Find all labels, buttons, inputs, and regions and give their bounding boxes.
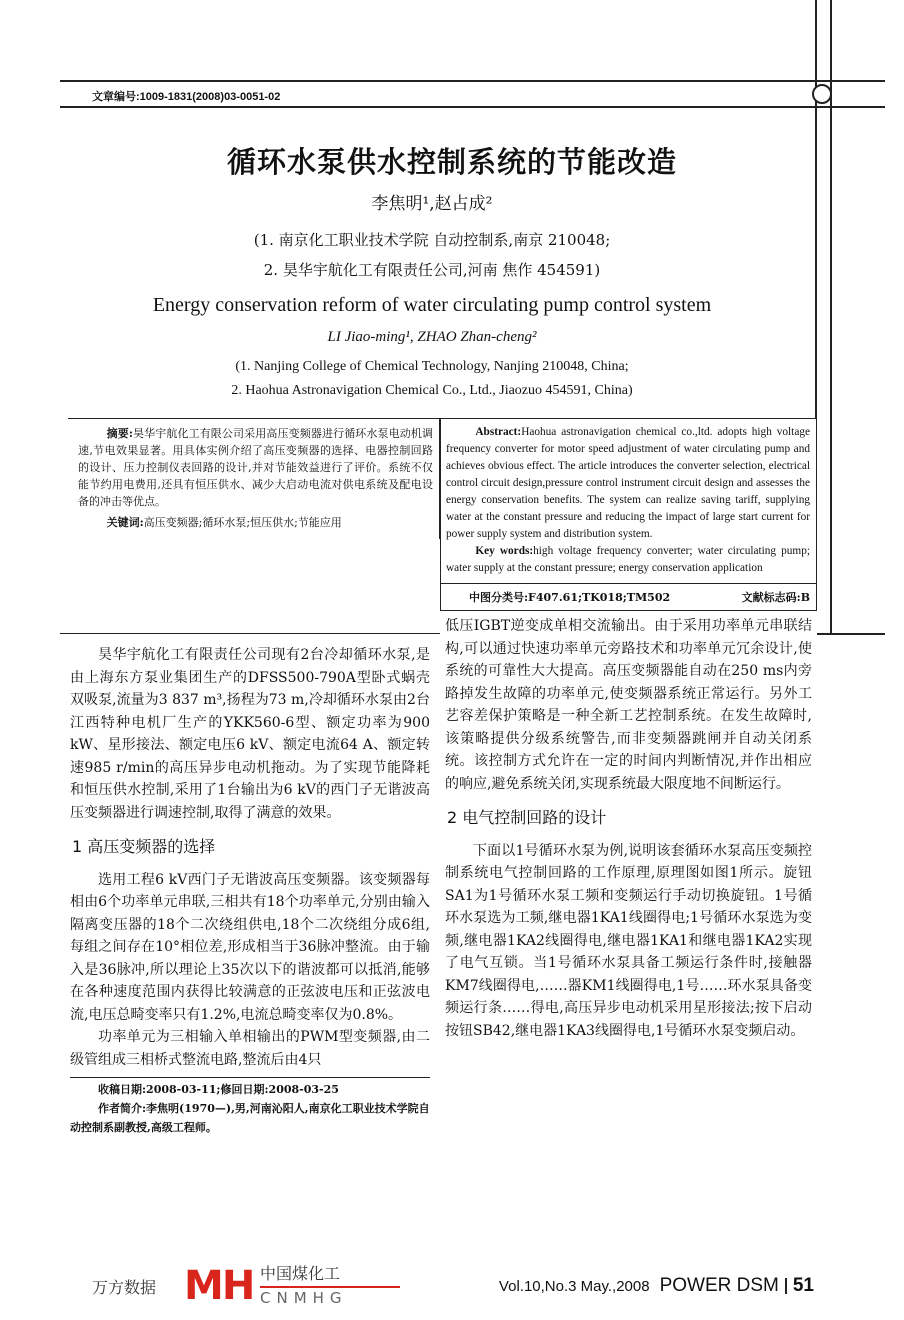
paragraph: 昊华宇航化工有限责任公司现有2台冷却循环水泵,是由上海东方泵业集团生产的DFSS500-790A型卧式蜗壳双吸泵,流量为3 837 m³,扬程为73 m,冷却循环水泵由2台江西特种电机厂生产的YKK560-6型、额定功率为900 kW、星形接法、额定电压6 kV、额定电流64 A、额定转速985 r/min的高压异步电动机拖动。为了实现节能降耗和恒压供水控制,采用了1台输出为6 kV的西门子无谐波高压变频器进行调速控制,取得了满意的效果。 — [70, 647, 430, 821]
left-body — [70, 644, 430, 1137]
affiliation-cn-2: 2. 昊华宇航化工有限责任公司,河南 焦作 454591) — [263, 261, 601, 279]
source-label: 万方数据 — [92, 1277, 157, 1297]
english-affiliation-2: 2. Haohua Astronavigation Chemical Co., Ltd., Jiaozuo 454591, China) — [231, 383, 633, 398]
footnote — [70, 1077, 430, 1137]
document-code: 文献标志码:B — [741, 591, 810, 604]
abstract-en-text: Haohua astronavigation chemical co.,ltd. adopts high voltage frequency converter for motor speed adjustment of water circulating pump and achieves obvious effect. The article introduces the converter selection, electrical control circuit design,pressure control instrument circuit design and assesses the energy conservation benefits. The system can realize saving tariff, supplying water at the constant pressure and reducing the impact of large start current for power supply system and distribution system. — [446, 426, 810, 540]
keywords-cn-label: 关键词: — [106, 516, 144, 529]
footer — [92, 1262, 814, 1310]
paragraph: 下面以1号循环水泵为例,说明该套循环水泵高压变频控制系统电气控制回路的工作原理,原理图如图1所示。旋钮SA1为1号循环水泵工频和变频运行手动切换旋钮。1号循环水泵选为工频,继电器1KA1线圈得电;1号循环水泵选为变频,继电器1KA2线圈得电,继电器1KA1和继电器1KA2实现了电气互锁。当1号循环水泵具备工频运行条件时,接触器KM7线圈得电,……器KM1线圈得电,1号……环水泵具备变频运行条……得电,高压异步电动机采用星形接法;按下启动按钮SB42,继电器1KA3线圈得电,1号循环水泵变频启动。 — [445, 842, 812, 1039]
journal-issue: Vol.10,No.3 May.,2008 — [498, 1277, 650, 1295]
abstract-cn-region — [60, 418, 440, 634]
english-authors: LI Jiao-ming¹, ZHAO Zhan-cheng² — [327, 329, 537, 345]
right-body — [445, 615, 812, 1042]
abstract-cn-label: 摘要: — [106, 427, 133, 440]
watermark-logo: MH — [184, 1263, 254, 1309]
keywords-en: high voltage frequency converter; water circulating pump; water supply at the constant pressure; energy conservation application — [446, 545, 810, 574]
article-number: 文章编号:1009-1831(2008)03-0051-02 — [92, 91, 281, 103]
section-heading-2: 2 电气控制回路的设计 — [447, 808, 607, 827]
classification-row — [441, 583, 816, 610]
english-affiliation-1: (1. Nanjing College of Chemical Technology, Nanjing 210048, China; — [235, 359, 629, 374]
journal-name: POWER DSM — [659, 1275, 779, 1296]
authors-cn: 李焦明¹,赵占成² — [371, 194, 493, 214]
section-heading-1: 1 高压变频器的选择 — [72, 837, 216, 856]
right-column — [440, 418, 817, 1042]
abstract-en-box — [440, 418, 817, 611]
english-title: Energy conservation reform of water circulating pump control system — [152, 294, 712, 316]
page-number: 51 — [792, 1275, 814, 1296]
affiliation-cn-1: (1. 南京化工职业技术学院 自动控制系,南京 210048; — [253, 231, 611, 249]
clc-number: 中图分类号:F407.61;TK018;TM502 — [469, 591, 671, 604]
section-divider-extension — [817, 633, 885, 635]
received-dates: 收稿日期:2008-03-11;修回日期:2008-03-25 — [98, 1083, 339, 1096]
margin-rule-left — [815, 0, 817, 418]
watermark — [184, 1264, 414, 1308]
paragraph: 低压IGBT逆变成单相交流输出。由于采用功率单元串联结构,可以通过快速功率单元旁路技术和功率单元冗余设计,使系统的可靠性大大提高。高压变频器能自动在250 ms内旁路掉发生故障的功率单元,使变频器系统正常运行。另外工艺容差保护策略是一种全新工艺控制系统。在发生故障时,该策略提供分级系统警告,而非变频器跳闸并自动关闭系统。该控制方式允许在一定的时间内判断情况,并作出相应的响应,避免系统关闭,实现系统最大限度地不间断运行。 — [445, 618, 812, 792]
header-rule-bottom — [60, 106, 885, 108]
page-title: 循环水泵供水控制系统的节能改造 — [226, 145, 677, 179]
page-marker-circle — [812, 84, 832, 104]
abstract-cn-box — [68, 418, 440, 539]
watermark-cn: 中国煤化工 — [260, 1264, 341, 1283]
paragraph: 功率单元为三相输入单相输出的PWM型变频器,由二级管组成三相桥式整流电路,整流后由4只 — [70, 1029, 430, 1068]
left-column — [60, 418, 440, 1137]
keywords-en-label: Key words: — [475, 545, 534, 557]
paragraph: 选用工程6 kV西门子无谐波高压变频器。该变频器每相由6个功率单元串联,三相共有18个功率单元,分别由输入隔离变压器的18个二次绕组供电,18个二次绕组分成6组,每组之间存在10°相位差,形成相当于36脉冲整流。由于输入是36脉冲,所以理论上35次以下的谐波都可以抵消,能够在各种速度范围内获得比较满意的正弦波电压和正弦波电流,电压总畸变率只有1.2%,电流总畸变率仅为0.8%。 — [70, 871, 430, 1023]
header-rule-top — [60, 80, 885, 82]
watermark-en: CNMHG — [260, 1289, 348, 1307]
abstract-cn-text: 昊华宇航化工有限公司采用高压变频器进行循环水泵电动机调速,节电效果显著。用具体实例介绍了高压变频器的选择、电器控制回路的设计、压力控制仪表回路的设计,并对节能效益进行了评价。系统不仅能节约用电费用,还具有恒压供水、减少大启动电流对供电系统及配电设备的冲击等优点。 — [78, 427, 434, 508]
author-bio: 作者简介:李焦明(1970—),男,河南沁阳人,南京化工职业技术学院自动控制系副教授,高级工程师。 — [70, 1102, 430, 1134]
keywords-cn: 高压变频器;循环水泵;恒压供水;节能应用 — [143, 516, 342, 529]
footer-separator — [785, 1278, 787, 1294]
abstract-en-label: Abstract: — [475, 426, 522, 438]
